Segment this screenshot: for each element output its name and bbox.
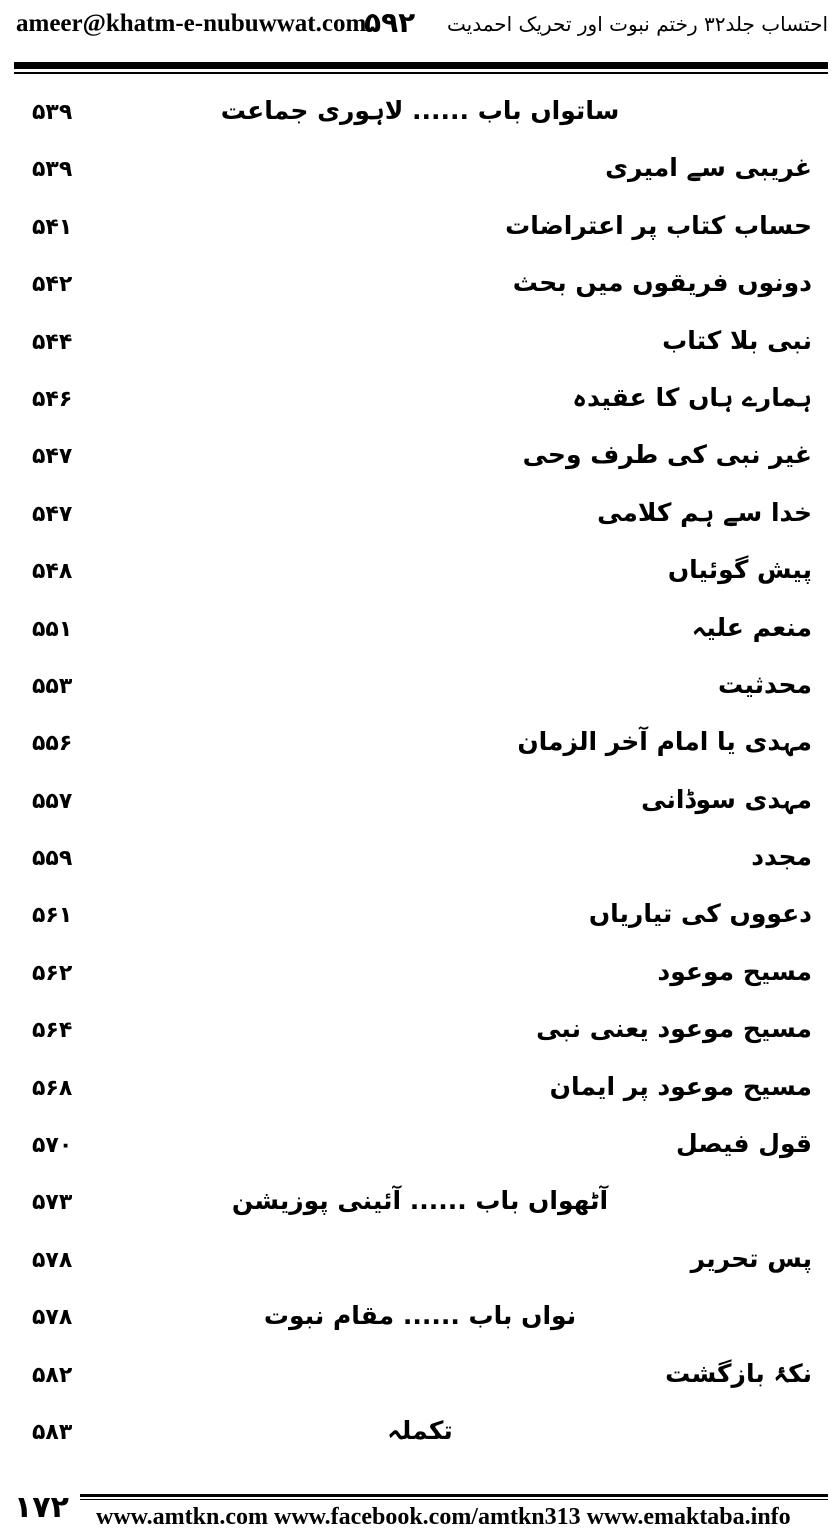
toc-page-number: ۵۴۷ <box>32 444 73 470</box>
toc-page-number: ۵۸۳ <box>32 1419 73 1445</box>
header-divider <box>14 62 828 69</box>
toc-page-number: ۵۴۱ <box>32 214 73 240</box>
toc-page-number: ۵۶۸ <box>32 1075 73 1101</box>
toc-chapter-title: نواں باب ...... مقام نبوت <box>263 1301 577 1331</box>
toc-row <box>0 777 840 834</box>
footer-urls: www.amtkn.com www.facebook.com/amtkn313 www.emaktaba.info <box>96 1504 791 1530</box>
toc-chapter-title: ساتواں باب ...... لاہوری جماعت <box>220 96 620 125</box>
toc-entry-title: مہدی سوڈانی <box>641 784 812 814</box>
toc-row <box>0 1408 840 1465</box>
toc-entry-title: ہمارے ہاں کا عقیدہ <box>572 382 812 412</box>
toc-page-number: ۵۴۴ <box>32 329 73 355</box>
toc-row <box>0 662 840 719</box>
footer-counter: ۱۷۲ <box>14 1490 69 1525</box>
header-divider-thin <box>14 72 828 74</box>
toc-row <box>0 260 840 317</box>
toc-entry-title: پیش گوئیاں <box>667 555 812 585</box>
toc-row <box>0 605 840 662</box>
toc-entry-title: حساب کتاب پر اعتراضات <box>505 210 812 240</box>
toc-page-number: ۵۷۸ <box>32 1247 73 1273</box>
toc-page-number: ۵۴۷ <box>32 501 73 527</box>
toc-row <box>0 719 840 776</box>
toc-row <box>0 1351 840 1408</box>
toc-entry-title: مسیح موعود پر ایمان <box>549 1071 812 1101</box>
toc-page-number: ۵۵۹ <box>32 846 73 872</box>
toc-page-number: ۵۳۹ <box>32 100 73 125</box>
footer-divider <box>80 1494 828 1497</box>
toc-entry-title: نبی بلا کتاب <box>662 325 812 355</box>
toc-chapter-title: تکملہ <box>387 1415 453 1445</box>
toc-page-number: ۵۵۷ <box>32 788 73 814</box>
toc-entry-title: دعووں کی تیاریاں <box>588 899 812 929</box>
header-email: ameer@khatm-e-nubuwwat.com <box>16 10 367 37</box>
header-series-title: احتساب جلد۳۲ رختم نبوت اور تحریک احمدیت <box>447 12 828 36</box>
toc-row <box>0 1121 840 1178</box>
toc-entry-title: نکۂ بازگشت <box>665 1358 812 1388</box>
toc-row <box>0 1064 840 1121</box>
toc-entry-title: خدا سے ہم کلامی <box>597 497 812 527</box>
toc-page-number: ۵۶۲ <box>32 960 73 986</box>
toc-row <box>0 203 840 260</box>
toc-row <box>0 1178 840 1235</box>
toc-page-number: ۵۷۸ <box>32 1305 73 1331</box>
toc-entry-title: مسیح موعود یعنی نبی <box>536 1014 812 1044</box>
toc-row <box>0 318 840 375</box>
toc-page-number: ۵۸۲ <box>32 1362 73 1388</box>
toc-entry-title: مجدد <box>751 842 812 872</box>
page-header <box>0 0 840 60</box>
header-page-number: ۵۹۲ <box>364 6 416 39</box>
toc-row <box>0 88 840 145</box>
toc-page-number: ۵۷۳ <box>32 1190 73 1216</box>
toc-page-number: ۵۴۶ <box>32 386 73 412</box>
toc-page-number: ۵۴۲ <box>32 272 73 298</box>
toc-entry-title: دونوں فریقوں میں بحث <box>512 268 812 298</box>
toc-entry-title: مسیح موعود <box>657 956 812 986</box>
toc-entry-title: محدثیت <box>718 669 812 699</box>
toc-row <box>0 1293 840 1350</box>
toc-entry-title: قول فیصل <box>676 1129 812 1159</box>
toc-chapter-title: آٹھواں باب ...... آئینی پوزیشن <box>231 1186 609 1216</box>
toc-row <box>0 145 840 202</box>
toc-page-number: ۵۵۳ <box>32 673 73 699</box>
toc-row <box>0 1006 840 1063</box>
toc-entry-title: پس تحریر <box>690 1243 812 1273</box>
footer-divider-thin <box>80 1499 828 1500</box>
page-footer <box>0 1490 840 1540</box>
toc-page-number: ۵۳۹ <box>32 157 73 183</box>
toc-row <box>0 891 840 948</box>
toc-page-number: ۵۷۰ <box>32 1133 73 1159</box>
toc-row <box>0 490 840 547</box>
toc-page-number: ۵۶۴ <box>32 1018 73 1044</box>
toc-entry-title: غیر نبی کی طرف وحی <box>522 440 812 470</box>
toc-page-number: ۵۵۱ <box>32 616 73 642</box>
table-of-contents <box>0 88 840 1465</box>
toc-page-number: ۵۶۱ <box>32 903 73 929</box>
toc-row <box>0 1236 840 1293</box>
toc-page-number: ۵۴۸ <box>32 559 73 585</box>
toc-page-number: ۵۵۶ <box>32 731 73 757</box>
toc-row <box>0 375 840 432</box>
toc-row <box>0 432 840 489</box>
toc-entry-title: مہدی یا امام آخر الزمان <box>517 727 812 757</box>
toc-entry-title: منعم علیہ <box>691 612 812 642</box>
toc-row <box>0 949 840 1006</box>
toc-row <box>0 834 840 891</box>
toc-entry-title: غریبی سے امیری <box>605 153 812 183</box>
toc-row <box>0 547 840 604</box>
